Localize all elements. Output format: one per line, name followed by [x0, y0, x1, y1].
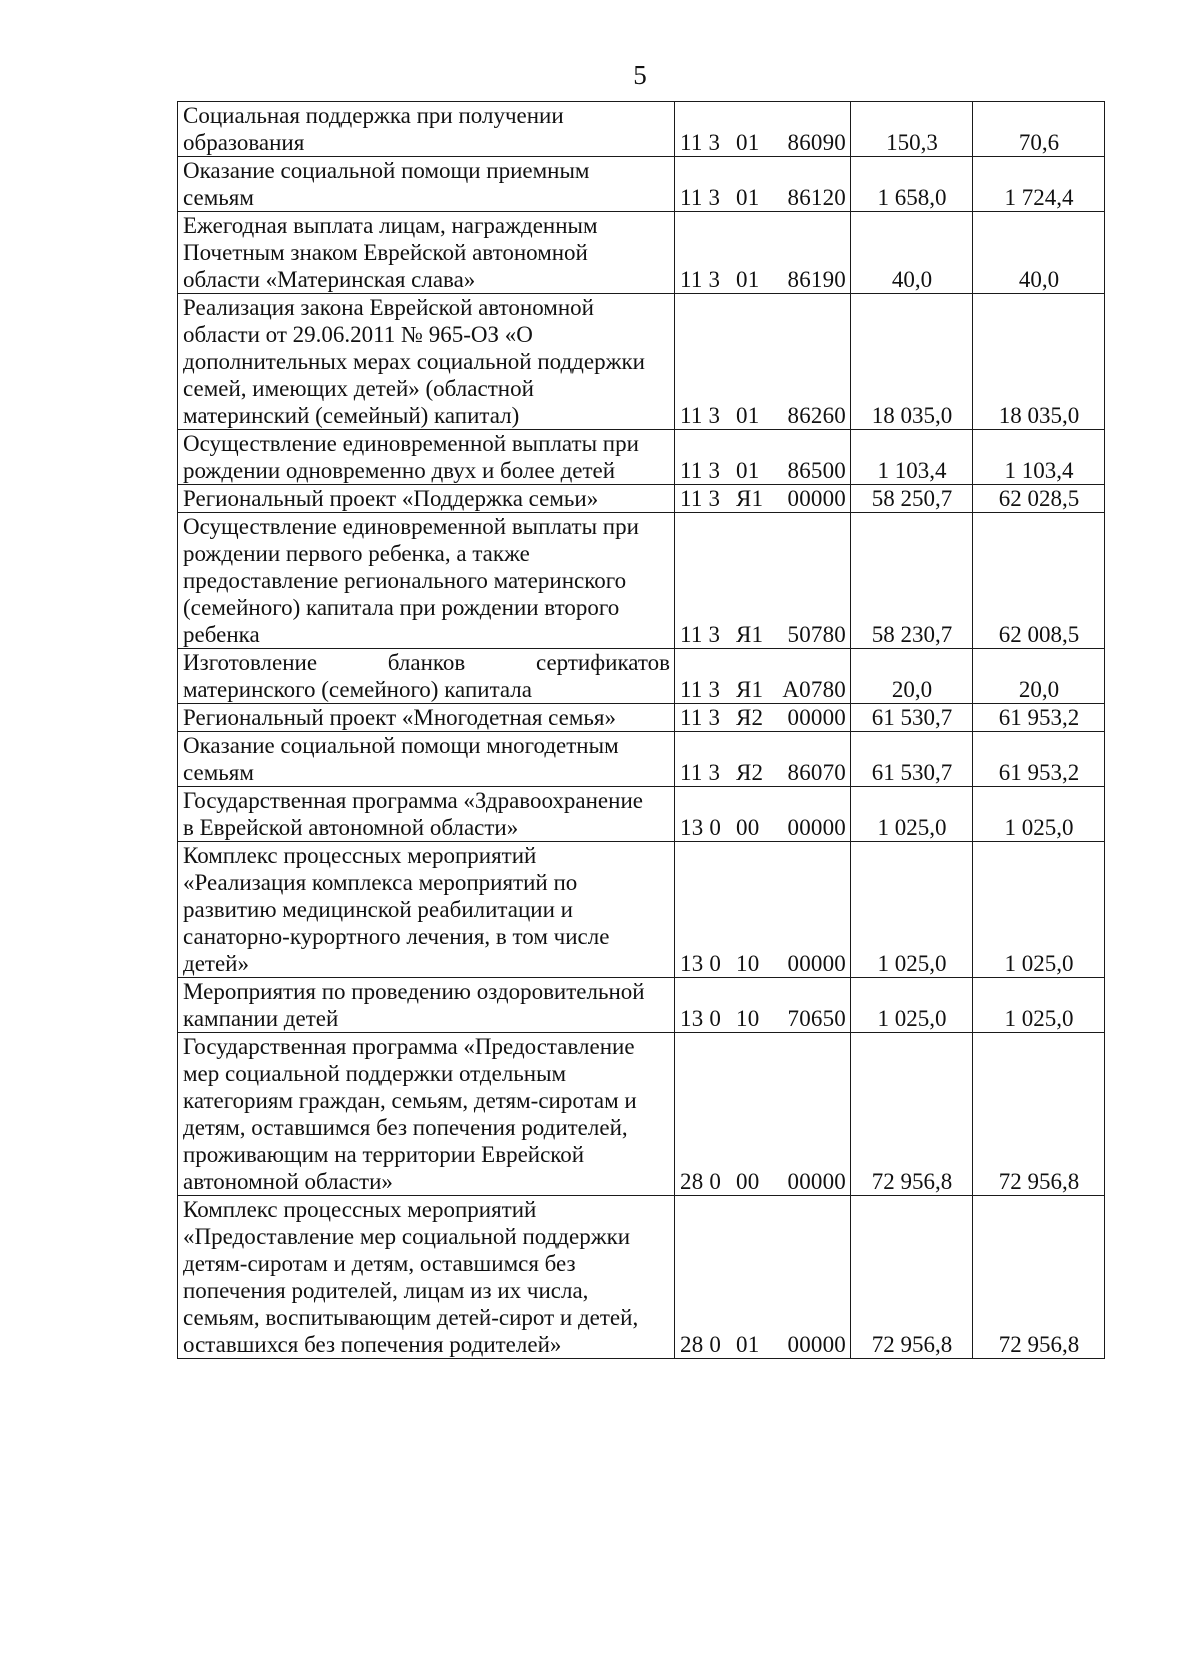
row-sum-year1-cell: 61 530,7: [851, 704, 973, 732]
row-code-cell: [675, 842, 851, 978]
row-code-cell: [675, 978, 851, 1033]
code-subprogram: 10: [736, 1006, 760, 1031]
row-sum-year2-cell: 62 028,5: [973, 485, 1105, 513]
code-direction: 86070: [787, 760, 846, 785]
row-sum-year2-cell: 61 953,2: [973, 704, 1105, 732]
row-sum-year1-cell: 1 025,0: [851, 787, 973, 842]
row-name-cell: Мероприятия по проведению оздоровительной кампании детей: [178, 978, 675, 1033]
row-code-cell: [675, 704, 851, 732]
budget-table: [177, 101, 1105, 1359]
table-row: [178, 102, 1105, 157]
row-sum-year2-cell: 70,6: [973, 102, 1105, 157]
code-subprogram: Я1: [736, 677, 764, 702]
row-name-cell: Государственная программа «Предоставление мер социальной поддержки отдельным категориям граждан, семьям, детям-сиротам и детям, оставшимся без попечения родителей, проживающим на территории Еврейской автономной области»: [178, 1033, 675, 1196]
row-code-cell: [675, 513, 851, 649]
code-program: 13 0: [680, 951, 722, 976]
row-sum-year2-cell: 40,0: [973, 212, 1105, 294]
code-program: 28 0: [680, 1169, 722, 1194]
row-name-cell: Социальная поддержка при получении образования: [178, 102, 675, 157]
row-sum-year2-cell: 1 025,0: [973, 978, 1105, 1033]
code-direction: 50780: [787, 622, 846, 647]
row-sum-year1-cell: 58 250,7: [851, 485, 973, 513]
code-program: 11 3: [680, 486, 721, 511]
table-row: [178, 704, 1105, 732]
row-name-cell: [178, 649, 675, 704]
code-program: 11 3: [680, 130, 721, 155]
code-program: 11 3: [680, 185, 721, 210]
table-row: [178, 485, 1105, 513]
code-subprogram: 01: [736, 130, 760, 155]
table-row: [178, 842, 1105, 978]
row-code-cell: [675, 102, 851, 157]
row-sum-year1-cell: 150,3: [851, 102, 973, 157]
code-program: 11 3: [680, 267, 721, 292]
row-code-cell: [675, 430, 851, 485]
code-subprogram: 00: [736, 815, 760, 840]
code-direction: 00000: [787, 1332, 846, 1357]
row-name-cell: Комплекс процессных мероприятий «Реализация комплекса мероприятий по развитию медицинской реабилитации и санаторно-курортного лечения, в том числе детей»: [178, 842, 675, 978]
row-sum-year2-cell: 61 953,2: [973, 732, 1105, 787]
code-program: 11 3: [680, 677, 721, 702]
code-direction: 86120: [787, 185, 846, 210]
row-sum-year2-cell: 72 956,8: [973, 1033, 1105, 1196]
row-name-cell: Осуществление единовременной выплаты при рождении первого ребенка, а также предоставление регионального материнского (семейного) капитала при рождении второго ребенка: [178, 513, 675, 649]
row-sum-year1-cell: 1 658,0: [851, 157, 973, 212]
row-name-cell: Региональный проект «Многодетная семья»: [178, 704, 675, 732]
code-subprogram: 01: [736, 403, 760, 428]
code-direction: 00000: [787, 1169, 846, 1194]
code-program: 13 0: [680, 1006, 722, 1031]
row-sum-year1-cell: 1 025,0: [851, 842, 973, 978]
code-subprogram: Я2: [736, 760, 764, 785]
row-code-cell: [675, 787, 851, 842]
code-direction: 00000: [787, 815, 846, 840]
row-code-cell: [675, 732, 851, 787]
row-name-cell: Оказание социальной помощи многодетным семьям: [178, 732, 675, 787]
row-code-cell: [675, 1196, 851, 1359]
code-subprogram: Я2: [736, 705, 764, 730]
row-sum-year1-cell: 61 530,7: [851, 732, 973, 787]
code-direction: 00000: [787, 951, 846, 976]
row-name-cell: Комплекс процессных мероприятий «Предоставление мер социальной поддержки детям-сиротам и детям, оставшимся без попечения родителей, лицам из их числа, семьям, воспитывающим детей-сирот и детей, оставшихся без попечения родителей»: [178, 1196, 675, 1359]
row-sum-year1-cell: 72 956,8: [851, 1196, 973, 1359]
row-sum-year2-cell: 1 025,0: [973, 787, 1105, 842]
row-name-cell: Реализация закона Еврейской автономной области от 29.06.2011 № 965-ОЗ «О дополнительных мерах социальной поддержки семей, имеющих детей» (областной материнский (семейный) капитал): [178, 294, 675, 430]
code-subprogram: 01: [736, 267, 760, 292]
table-row: [178, 787, 1105, 842]
budget-table-body: [178, 102, 1105, 1359]
row-code-cell: [675, 212, 851, 294]
code-direction: 86090: [787, 130, 846, 155]
row-sum-year1-cell: 40,0: [851, 212, 973, 294]
code-program: 11 3: [680, 458, 721, 483]
code-subprogram: Я1: [736, 486, 764, 511]
row-sum-year2-cell: 1 724,4: [973, 157, 1105, 212]
row-name-line: материнского (семейного) капитала: [183, 677, 532, 702]
row-sum-year2-cell: 1 103,4: [973, 430, 1105, 485]
table-row: [178, 978, 1105, 1033]
code-program: 11 3: [680, 403, 721, 428]
code-direction: 00000: [787, 705, 846, 730]
table-row: [178, 649, 1105, 704]
table-row: [178, 732, 1105, 787]
code-subprogram: 01: [736, 185, 760, 210]
table-row: [178, 212, 1105, 294]
code-direction: 86500: [787, 458, 846, 483]
row-code-cell: [675, 294, 851, 430]
row-name-cell: Оказание социальной помощи приемным семьям: [178, 157, 675, 212]
row-name-cell: Региональный проект «Поддержка семьи»: [178, 485, 675, 513]
code-subprogram: Я1: [736, 622, 764, 647]
code-direction: 70650: [787, 1006, 846, 1031]
row-name-cell: Осуществление единовременной выплаты при рождении одновременно двух и более детей: [178, 430, 675, 485]
page-number: 5: [633, 60, 647, 90]
code-direction: 86260: [787, 403, 846, 428]
row-sum-year2-cell: 72 956,8: [973, 1196, 1105, 1359]
table-row: [178, 1196, 1105, 1359]
row-code-cell: [675, 485, 851, 513]
row-name-cell: Ежегодная выплата лицам, награжденным Почетным знаком Еврейской автономной области «Материнская слава»: [178, 212, 675, 294]
row-sum-year1-cell: 20,0: [851, 649, 973, 704]
row-sum-year2-cell: 1 025,0: [973, 842, 1105, 978]
code-program: 13 0: [680, 815, 722, 840]
code-direction: 86190: [787, 267, 846, 292]
code-direction: А0780: [782, 677, 846, 702]
row-sum-year2-cell: 20,0: [973, 649, 1105, 704]
code-subprogram: 01: [736, 458, 760, 483]
row-sum-year2-cell: 18 035,0: [973, 294, 1105, 430]
table-row: [178, 1033, 1105, 1196]
row-sum-year1-cell: 1 025,0: [851, 978, 973, 1033]
code-subprogram: 10: [736, 951, 760, 976]
row-code-cell: [675, 1033, 851, 1196]
row-sum-year1-cell: 72 956,8: [851, 1033, 973, 1196]
row-sum-year2-cell: 62 008,5: [973, 513, 1105, 649]
table-row: [178, 513, 1105, 649]
code-program: 11 3: [680, 622, 721, 647]
row-code-cell: [675, 649, 851, 704]
row-name-cell: Государственная программа «Здравоохранение в Еврейской автономной области»: [178, 787, 675, 842]
row-name-line: Изготовление бланков сертификатов: [183, 650, 670, 675]
row-sum-year1-cell: 1 103,4: [851, 430, 973, 485]
table-row: [178, 430, 1105, 485]
table-row: [178, 157, 1105, 212]
code-program: 11 3: [680, 760, 721, 785]
table-row: [178, 294, 1105, 430]
row-sum-year1-cell: 18 035,0: [851, 294, 973, 430]
code-subprogram: 01: [736, 1332, 760, 1357]
row-sum-year1-cell: 58 230,7: [851, 513, 973, 649]
code-program: 11 3: [680, 705, 721, 730]
code-program: 28 0: [680, 1332, 722, 1357]
code-direction: 00000: [787, 486, 846, 511]
row-code-cell: [675, 157, 851, 212]
code-subprogram: 00: [736, 1169, 760, 1194]
